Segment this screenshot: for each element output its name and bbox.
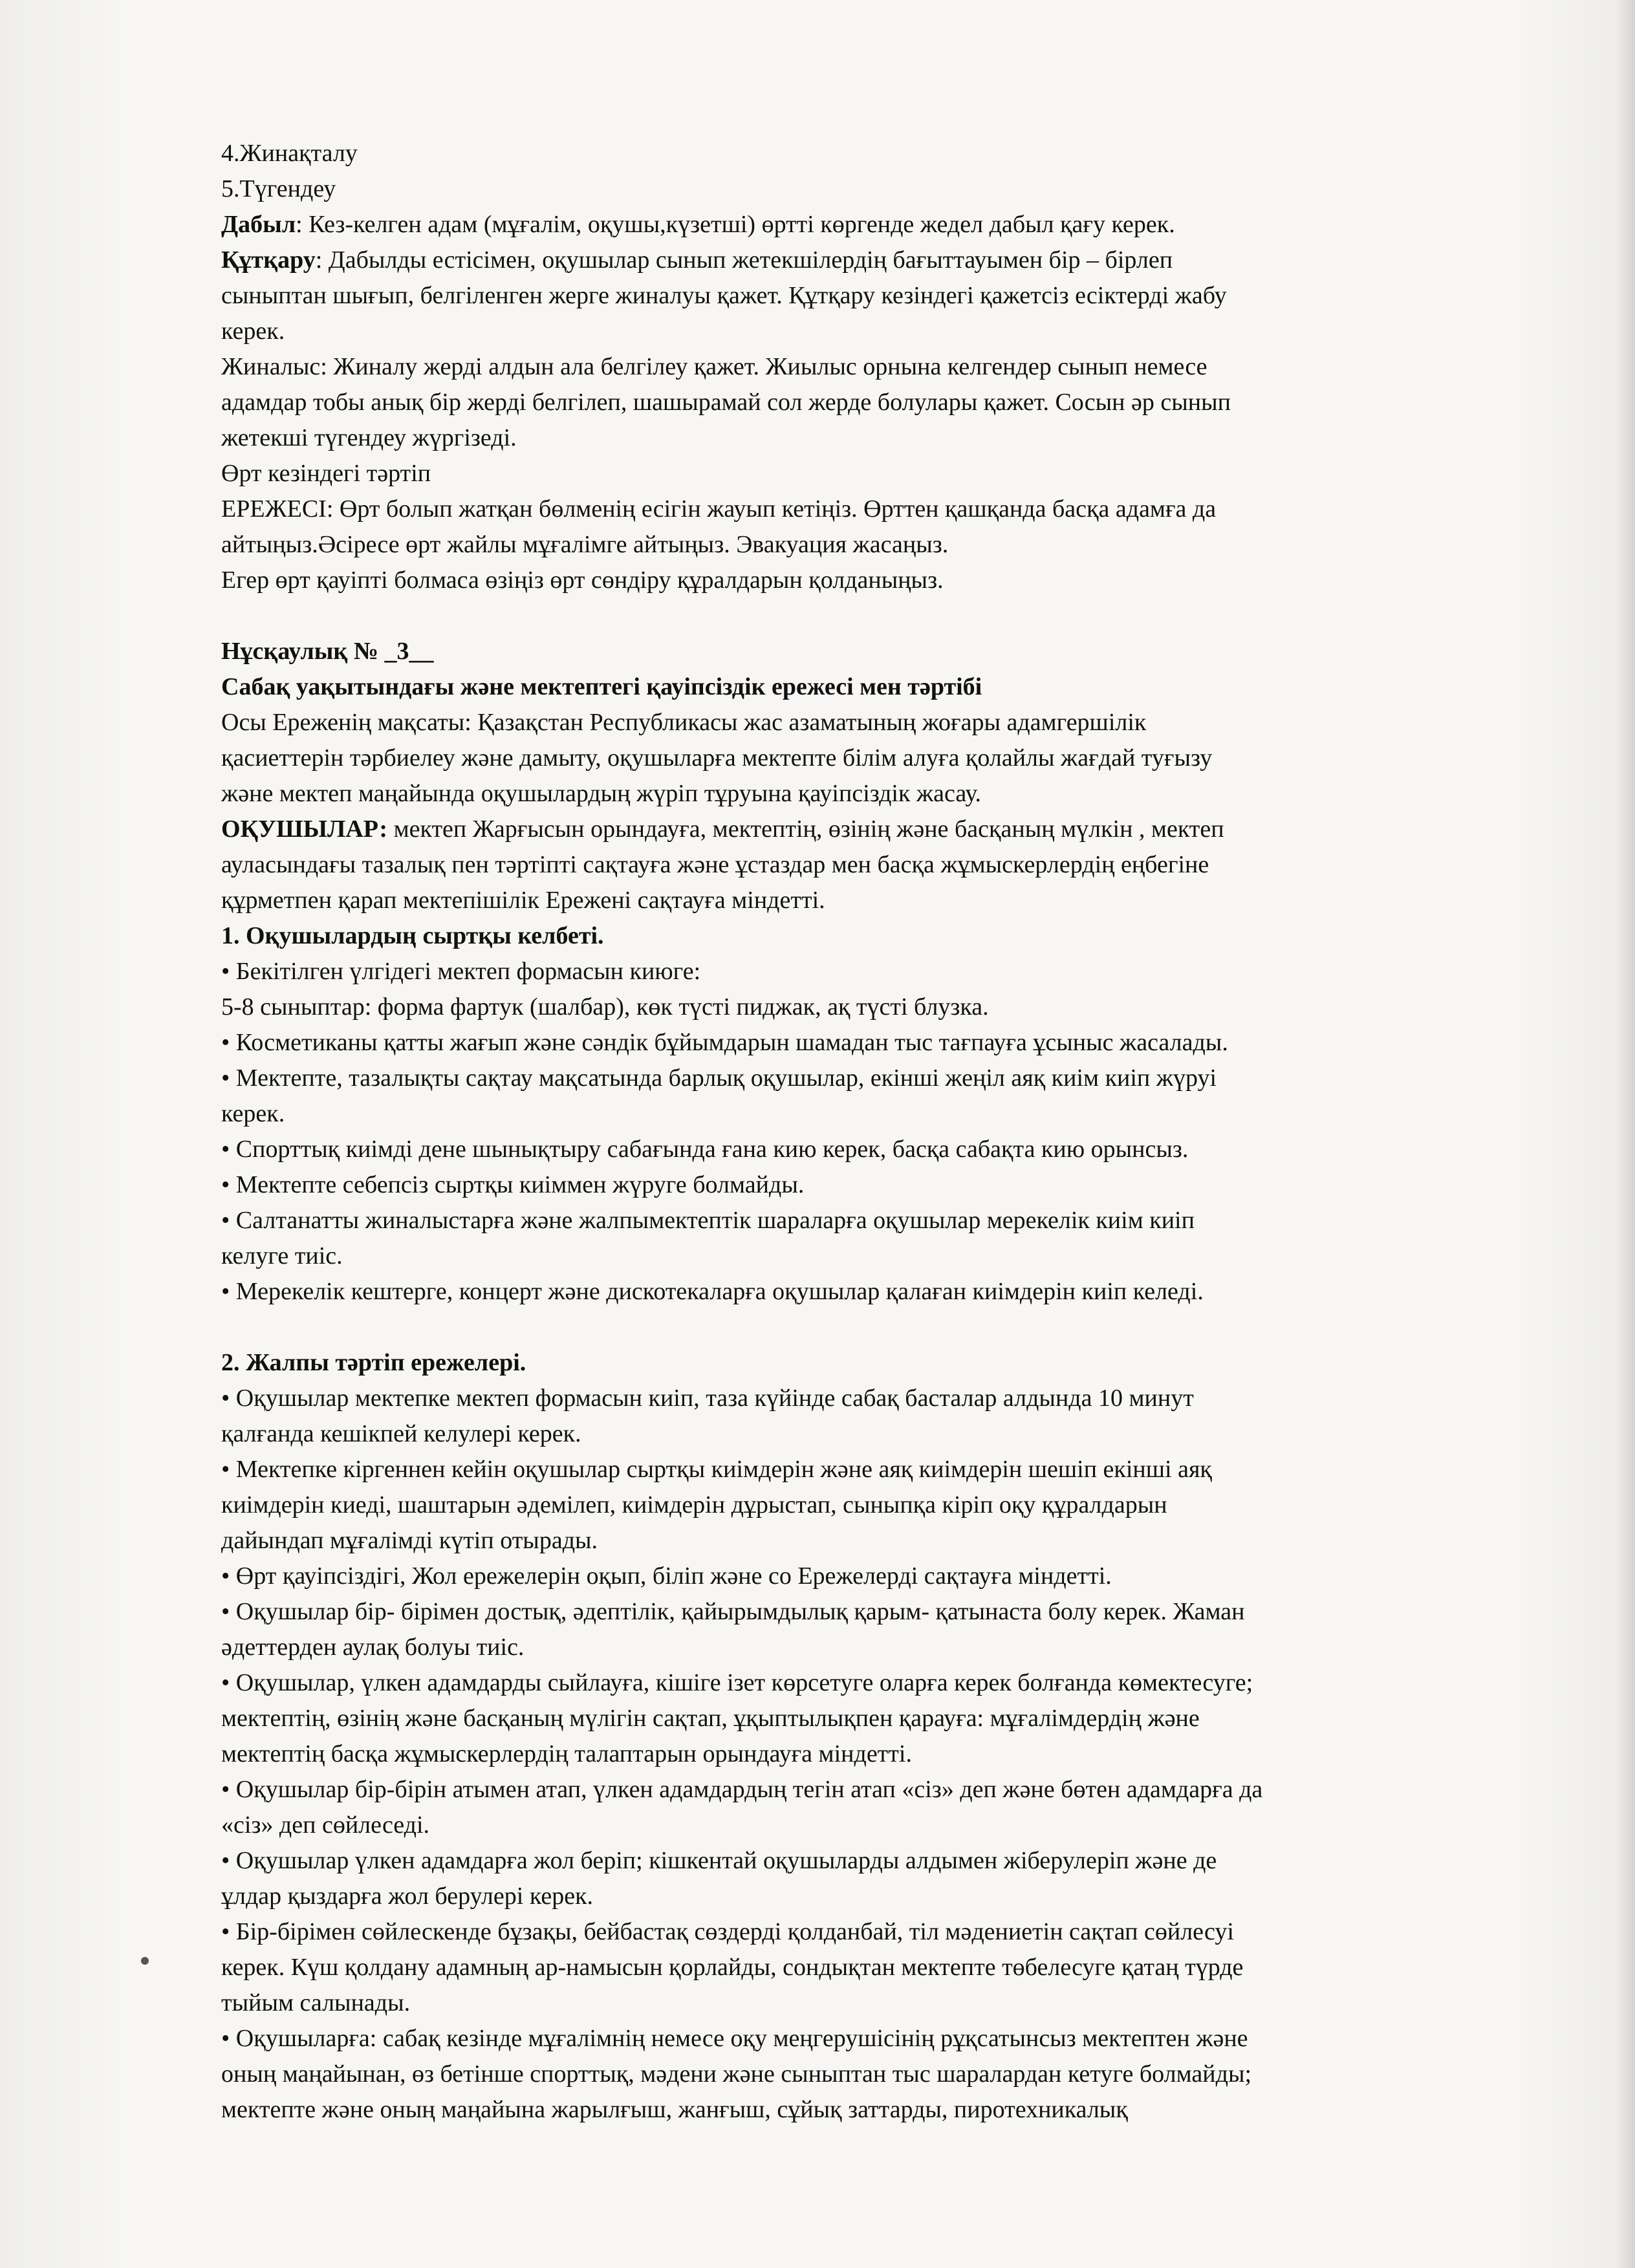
list-item: киімдерін киеді, шаштарын әдемілеп, киімдерін дұрыстап, сыныпқа кіріп оқу құралдарын (221, 1491, 1167, 1518)
text-line: Өрт кезіндегі тәртіп (221, 460, 431, 487)
list-item: • Өрт қауіпсіздігі, Жол ережелерін оқып, біліп және со Ережелерді сақтауға міндетті. (221, 1562, 1112, 1590)
term-label: ОҚУШЫЛАР: (221, 815, 388, 843)
paragraph-gap (221, 1310, 1489, 1345)
list-item: ұлдар қыздарға жол берулері керек. (221, 1883, 594, 1910)
list-item: келуге тиіс. (221, 1242, 343, 1269)
list-item: қалғанда кешікпей келулері керек. (221, 1420, 581, 1447)
section-heading: Сабақ уақытындағы және мектептегі қауіпсіздік ережесі мен тәртібі (221, 673, 982, 700)
text-line: Жиналыс: Жиналу жерді алдын ала белгілеу қажет. Жиылыс орнына келгендер сынып немесе (221, 353, 1207, 380)
text-line (221, 812, 1489, 847)
list-item: • Салтанатты жиналыстарға және жалпымектептік шараларға оқушылар мерекелік киім киіп (221, 1207, 1195, 1234)
paragraph-gap (221, 598, 1489, 634)
list-item: • Оқушылар үлкен адамдарға жол беріп; кішкентай оқушыларды алдымен жіберулеріп және де (221, 1847, 1217, 1874)
list-item: • Спорттық киімді дене шынықтыру сабағында ғана кию керек, басқа сабақта кию орынсыз. (221, 1136, 1189, 1163)
text-line: адамдар тобы анық бір жерді белгілеп, шашырамай сол жерде болулары қажет. Сосын әр сынып (221, 389, 1231, 416)
text-line: және мектеп маңайында оқушылардың жүріп тұруына қауіпсіздік жасау. (221, 780, 982, 807)
term-label: Құтқару (221, 246, 316, 274)
text-line: қасиеттерін тәрбиелеу және дамыту, оқушыларға мектепте білім алуға қолайлы жағдай туғызу (221, 744, 1213, 772)
term-text: : Дабылды естісімен, оқушылар сынып жетекшілердің бағыттауымен бір – бірлеп (315, 246, 1173, 274)
list-item: • Оқушылар бір- бірімен достық, әдептілік, қайырымдылық қарым- қатынаста болу керек. Жаман (221, 1598, 1245, 1625)
text-line: 4.Жинақталу (221, 140, 358, 167)
text-line: Егер өрт қауіпті болмаса өзіңіз өрт сөндіру құралдарын қолданыңыз. (221, 567, 944, 594)
list-item: оның маңайынан, өз бетінше спорттық, мәдени және сыныптан тыс шаралардан кетуге болмайды; (221, 2060, 1252, 2088)
term-text: : Кез-келген адам (мұғалім, оқушы,күзетші) өртті көргенде жедел дабыл қағу керек. (296, 211, 1175, 238)
list-item: «сіз» деп сөйлеседі. (221, 1811, 430, 1839)
list-item: • Мектепте, тазалықты сақтау мақсатында барлық оқушылар, екінші жеңіл аяқ киім киіп жүруі (221, 1064, 1217, 1092)
list-item: тыйым салынады. (221, 1989, 411, 2016)
text-line: құрметпен қарап мектепішілік Ережені сақтауға міндетті. (221, 887, 825, 914)
list-item: • Оқушылар мектепке мектеп формасын киіп, таза күйінде сабақ басталар алдында 10 минут (221, 1385, 1194, 1412)
text-line (221, 207, 1489, 243)
term-text: мектеп Жарғысын орындауға, мектептің, өзінің және басқаның мүлкін , мектеп (387, 815, 1224, 843)
list-item: • Мектепте себепсіз сыртқы киіммен жүруге болмайды. (221, 1171, 805, 1198)
text-line: 5.Түгендеу (221, 175, 336, 202)
text-line: айтыңыз.Әсіресе өрт жайлы мұғалімге айтыңыз. Эвакуация жасаңыз. (221, 531, 949, 558)
text-line (221, 243, 1489, 278)
list-item: 5-8 сыныптар: форма фартук (шалбар), көк түсті пиджак, ақ түсті блузка. (221, 993, 989, 1021)
instruction-number: Нұсқаулық № _3__ (221, 638, 434, 665)
list-item: мектепте және оның маңайына жарылғыш, жанғыш, сұйық заттарды, пиротехникалық (221, 2096, 1128, 2123)
list-item: • Косметиканы қатты жағып және сәндік бұйымдарын шамадан тыс тағпауға ұсыныс жасалады. (221, 1029, 1228, 1056)
text-line: керек. (221, 318, 285, 345)
text-line: сыныптан шығып, белгіленген жерге жиналуы қажет. Құтқару кезіндегі қажетсіз есіктерді жабу (221, 282, 1227, 309)
text-line: Осы Ереженің мақсаты: Қазақстан Республикасы жас азаматының жоғары адамгершілік (221, 709, 1147, 736)
page-edge-shadow (1616, 0, 1635, 2268)
list-item: мектептің басқа жұмыскерлердің талаптарын орындауға міндетті. (221, 1740, 912, 1767)
term-label: Дабыл (221, 211, 296, 238)
list-item: керек. (221, 1100, 285, 1127)
section-heading: 1. Оқушылардың сыртқы келбеті. (221, 922, 604, 949)
document-body (221, 136, 1489, 2128)
list-item: • Оқушылар, үлкен адамдарды сыйлауға, кішіге ізет көрсетуге оларға керек болғанда көмектесуге; (221, 1669, 1253, 1696)
text-line: ЕРЕЖЕСІ: Өрт болып жатқан бөлменің есігін жауып кетіңіз. Өрттен қашқанда басқа адамға да (221, 495, 1217, 523)
list-item: • Бір-бірімен сөйлескенде бұзақы, бейбастақ сөздерді қолданбай, тіл мәдениетін сақтап сөйлесуі (221, 1918, 1234, 1945)
scan-speck (141, 1957, 149, 1965)
list-item: • Оқушыларға: сабақ кезінде мұғалімнің немесе оқу меңгерушісінің рұқсатынсыз мектептен және (221, 2025, 1248, 2052)
list-item: керек. Күш қолдану адамның ар-намысын қорлайды, сондықтан мектепте төбелесуге қатаң түрде (221, 1954, 1244, 1981)
list-item: • Мектепке кіргеннен кейін оқушылар сыртқы киімдерін және аяқ киімдерін шешіп екінші аяқ (221, 1456, 1212, 1483)
text-line: ауласындағы тазалық пен тәртіпті сақтауға және ұстаздар мен басқа жұмыскерлердің еңбегіне (221, 851, 1209, 878)
list-item: дайындап мұғалімді күтіп отырады. (221, 1527, 598, 1554)
list-item: • Мерекелік кештерге, концерт және дискотекаларға оқушылар қалаған киімдерін киіп келеді. (221, 1278, 1204, 1305)
section-heading: 2. Жалпы тәртіп ережелері. (221, 1349, 526, 1376)
text-line: жетекші түгендеу жүргізеді. (221, 424, 517, 451)
list-item: • Оқушылар бір-бірін атымен атап, үлкен адамдардың тегін атап «сіз» деп және бөтен адамдарға да (221, 1776, 1263, 1803)
list-item: • Бекітілген үлгідегі мектеп формасын киюге: (221, 958, 701, 985)
list-item: әдеттерден аулақ болуы тиіс. (221, 1634, 525, 1661)
list-item: мектептің, өзінің және басқаның мүлігін сақтап, ұқыптылықпен қарауға: мұғалімдердің және (221, 1705, 1200, 1732)
